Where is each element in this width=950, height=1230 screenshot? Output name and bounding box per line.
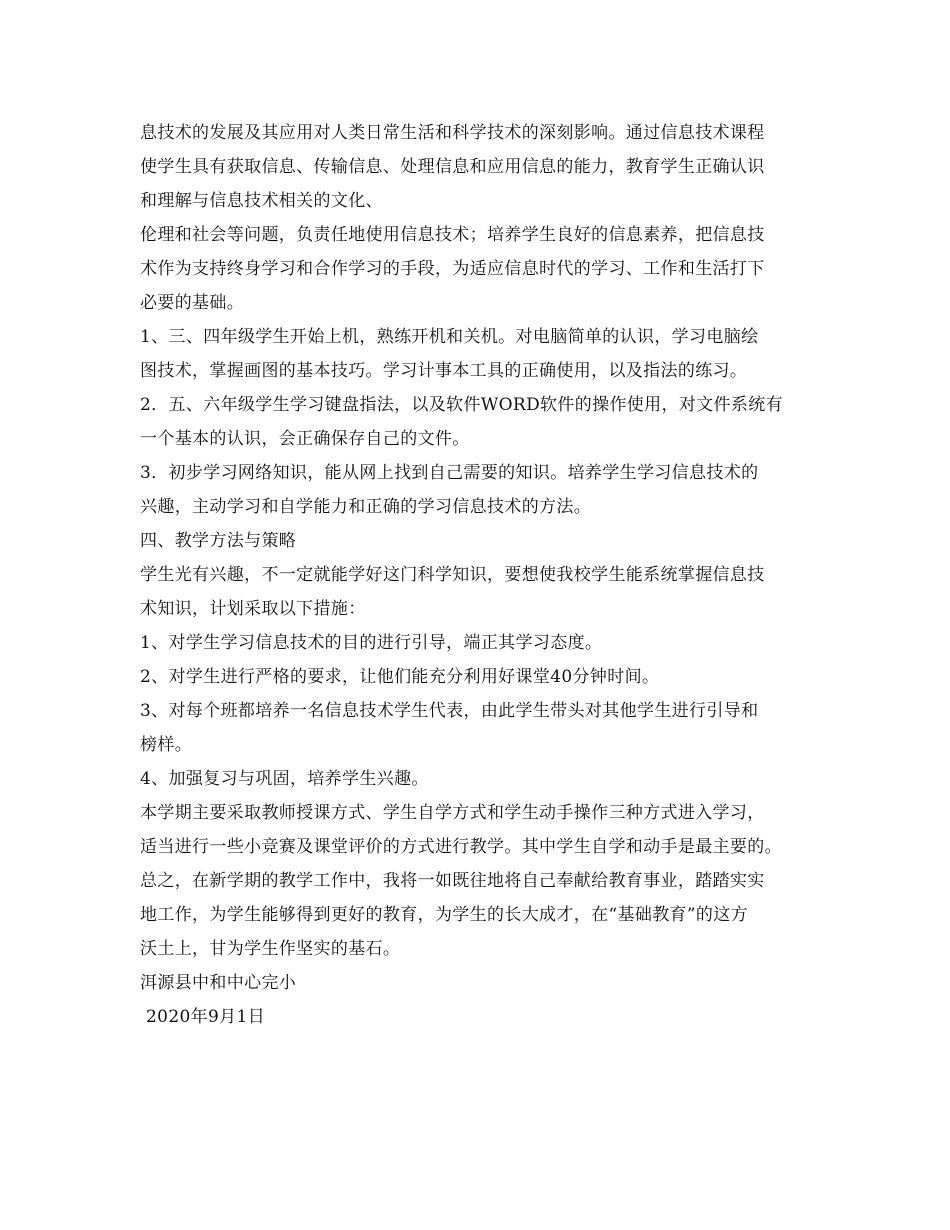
- text-line: 兴趣，主动学习和自学能力和正确的学习信息技术的方法。: [140, 497, 592, 517]
- text-line: 地工作，为学生能够得到更好的教育，为学生的长大成才，在“基础教育”的这方: [140, 905, 748, 925]
- text-line: 伦理和社会等问题，负责任地使用信息技术；培养学生良好的信息素养，把信息技: [140, 225, 765, 245]
- measure-item-3: 3、对每个班都培养一名信息技术学生代表，由此学生带头对其他学生进行引导和: [140, 701, 759, 721]
- text-line: 息技术的发展及其应用对人类日常生活和科学技术的深刻影响。通过信息技术课程: [140, 123, 765, 143]
- text-line: 术作为支持终身学习和合作学习的手段，为适应信息时代的学习、工作和生活打下: [140, 259, 765, 279]
- signature-date: 2020年9月1日: [146, 1007, 266, 1027]
- text-line: 必要的基础。: [140, 293, 245, 313]
- list-item-2: 2．五、六年级学生学习键盘指法，以及软件WORD软件的操作使用，对文件系统有: [140, 395, 783, 415]
- text-line: 榜样。: [140, 735, 193, 755]
- text-line: 沃土上，甘为学生作坚实的基石。: [140, 939, 401, 959]
- list-item-1: 1、三、四年级学生开始上机，熟练开机和关机。对电脑简单的认识，学习电脑绘: [140, 327, 759, 347]
- text-line: 使学生具有获取信息、传输信息、处理信息和应用信息的能力，教育学生正确认识: [140, 157, 765, 177]
- text-line: 本学期主要采取教师授课方式、学生自学方式和学生动手操作三种方式进入学习，: [140, 803, 765, 823]
- text-line: 一个基本的认识，会正确保存自己的文件。: [140, 429, 470, 449]
- text-line: 图技术，掌握画图的基本技巧。学习计事本工具的正确使用，以及指法的练习。: [140, 361, 748, 381]
- document-body: [140, 116, 840, 1034]
- measure-item-4: 4、加强复习与巩固，培养学生兴趣。: [140, 769, 429, 789]
- text-line: 和理解与信息技术相关的文化、: [140, 191, 383, 211]
- text-line: 适当进行一些小竞赛及课堂评价的方式进行教学。其中学生自学和动手是最主要的。: [140, 837, 782, 857]
- text-line: 学生光有兴趣，不一定就能学好这门科学知识，要想使我校学生能系统掌握信息技: [140, 565, 765, 585]
- signature-school: 洱源县中和中心完小: [140, 973, 297, 993]
- conclusion-line: 总之，在新学期的教学工作中，我将一如既往地将自己奉献给教育事业，踏踏实实: [140, 871, 765, 891]
- measure-item-1: 1、对学生学习信息技术的目的进行引导，端正其学习态度。: [140, 633, 603, 653]
- text-line: 术知识，计划采取以下措施：: [140, 599, 366, 619]
- list-item-3: 3．初步学习网络知识，能从网上找到自己需要的知识。培养学生学习信息技术的: [140, 463, 759, 483]
- section-heading: 四、教学方法与策略: [140, 531, 297, 551]
- measure-item-2: 2、对学生进行严格的要求，让他们能充分利用好课堂40分钟时间。: [140, 667, 660, 687]
